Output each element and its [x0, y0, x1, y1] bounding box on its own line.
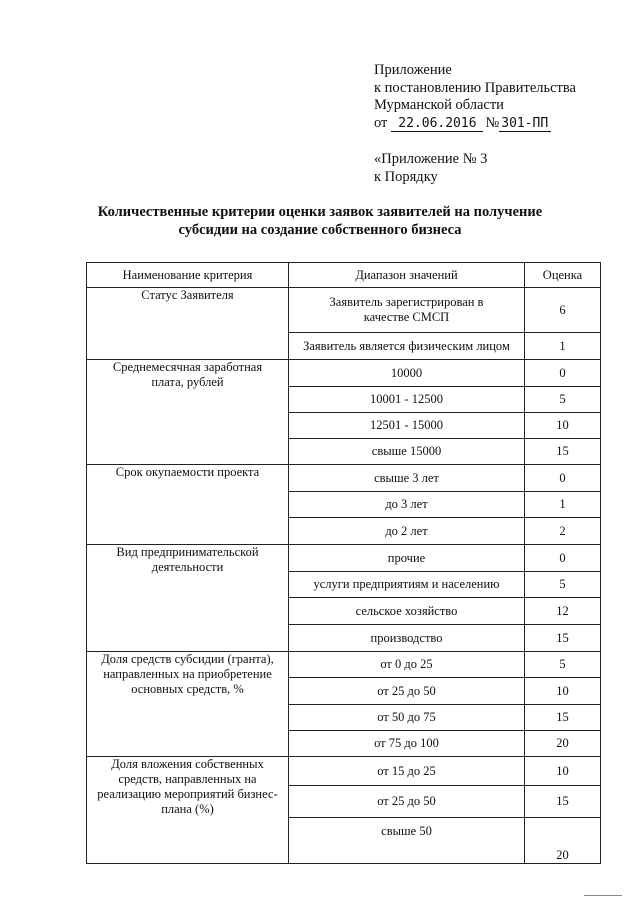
title-line-2: субсидии на создание собственного бизнеса	[178, 222, 462, 238]
score-cell: 0	[525, 360, 601, 387]
score-cell: 12	[525, 598, 601, 625]
table-row	[87, 465, 601, 492]
range-cell: от 15 до 25	[289, 757, 525, 786]
criteria-table	[86, 262, 601, 864]
header-line-1: Приложение	[374, 62, 452, 78]
table-row	[87, 288, 601, 333]
title-line-1: Количественные критерии оценки заявок заявителей на получение	[97, 204, 543, 220]
score-cell: 10	[525, 757, 601, 786]
table-row	[87, 545, 601, 572]
appendix-header	[374, 62, 634, 186]
range-cell: от 25 до 50	[289, 786, 525, 818]
score-cell: 5	[525, 572, 601, 598]
resolution-date-line	[374, 115, 634, 133]
column-header-range: Диапазон значений	[289, 263, 525, 288]
table-row	[87, 360, 601, 387]
from-label: от	[374, 114, 388, 131]
range-cell: от 25 до 50	[289, 678, 525, 705]
criterion-cell: Доля средств субсидии (гранта), направленных на приобретение основных средств, %	[87, 652, 289, 757]
range-cell: свыше 15000	[289, 439, 525, 465]
column-header-score: Оценка	[525, 263, 601, 288]
score-cell: 2	[525, 518, 601, 545]
header-line-2: к постановлению Правительства	[374, 79, 576, 96]
table-header-row	[87, 263, 601, 288]
score-cell: 6	[525, 288, 601, 333]
range-cell: 10000	[289, 360, 525, 387]
score-cell: 10	[525, 678, 601, 705]
criterion-cell: Среднемесячная заработная плата, рублей	[87, 360, 289, 465]
score-cell: 0	[525, 545, 601, 572]
range-cell: Заявитель зарегистрирован в качестве СМСП	[289, 288, 525, 333]
score-cell: 5	[525, 387, 601, 413]
score-cell: 20	[525, 818, 601, 864]
header-line-3: Мурманской области	[374, 97, 504, 113]
score-cell: 15	[525, 625, 601, 652]
range-cell: до 3 лет	[289, 492, 525, 518]
range-cell: от 50 до 75	[289, 705, 525, 731]
range-cell: до 2 лет	[289, 518, 525, 545]
range-cell: прочие	[289, 545, 525, 572]
range-cell: свыше 50	[289, 818, 525, 864]
score-cell: 20	[525, 731, 601, 757]
score-cell: 1	[525, 333, 601, 360]
range-cell: от 75 до 100	[289, 731, 525, 757]
score-cell: 5	[525, 652, 601, 678]
range-cell: от 0 до 25	[289, 652, 525, 678]
table-row	[87, 652, 601, 678]
range-cell: Заявитель является физическим лицом	[289, 333, 525, 360]
range-cell: сельское хозяйство	[289, 598, 525, 625]
appendix-ref-line-2: к Порядку	[374, 168, 438, 185]
page-edge-mark	[584, 895, 622, 896]
range-cell: 10001 - 12500	[289, 387, 525, 413]
score-cell: 10	[525, 413, 601, 439]
appendix-ref-line-1: «Приложение № 3	[374, 151, 488, 167]
number-sign: №	[485, 114, 500, 131]
column-header-criterion: Наименование критерия	[87, 263, 289, 288]
score-cell: 15	[525, 786, 601, 818]
criterion-cell: Вид предпринимательской деятельности	[87, 545, 289, 652]
criterion-cell: Доля вложения собственных средств, направленных на реализацию мероприятий бизнес-плана (%)	[87, 757, 289, 864]
range-cell: 12501 - 15000	[289, 413, 525, 439]
document-title	[60, 203, 580, 239]
resolution-date: 22.06.2016	[391, 116, 483, 132]
criterion-cell: Срок окупаемости проекта	[87, 465, 289, 545]
range-cell: производство	[289, 625, 525, 652]
range-cell: услуги предприятиям и населению	[289, 572, 525, 598]
score-cell: 0	[525, 465, 601, 492]
score-cell: 15	[525, 439, 601, 465]
score-cell: 15	[525, 705, 601, 731]
resolution-number: 301-ПП	[499, 116, 551, 132]
criterion-cell: Статус Заявителя	[87, 288, 289, 360]
table-row	[87, 757, 601, 786]
range-cell: свыше 3 лет	[289, 465, 525, 492]
score-cell: 1	[525, 492, 601, 518]
